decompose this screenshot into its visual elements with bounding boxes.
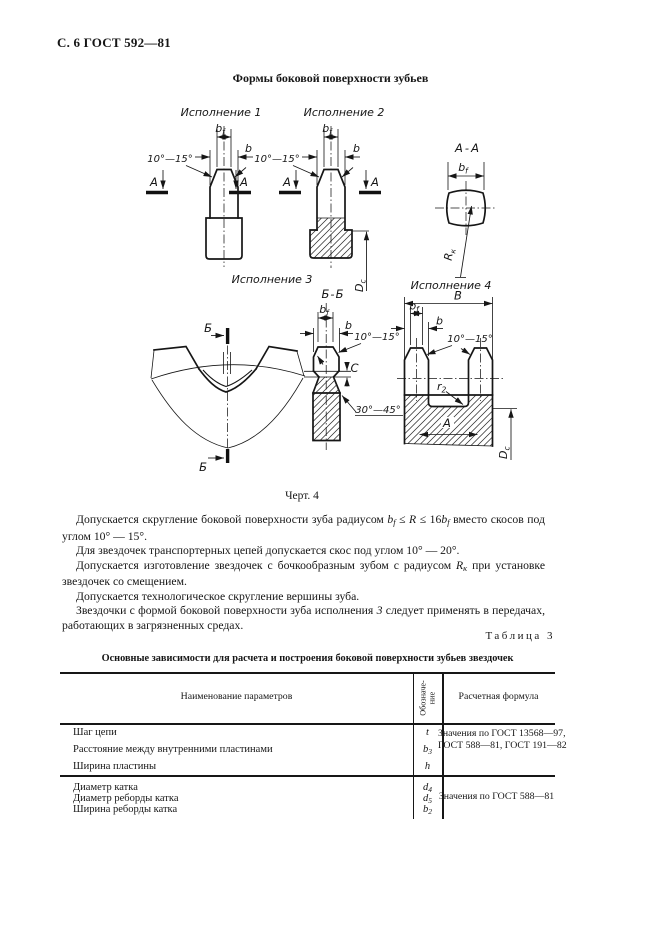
section-view-bb: [300, 303, 403, 450]
dim-bf-label: $b_f$: [215, 122, 225, 137]
document-title: Формы боковой поверхности зубьев: [232, 71, 429, 85]
section-bb-label: Б-Б: [321, 287, 345, 301]
section-letter-a: А: [240, 175, 248, 189]
table: [60, 672, 567, 820]
paragraph: Звездочки с формой боковой поверхности зуба исполнения 3 следует применять в передачах, работающих в загрязненных средах.: [62, 604, 545, 632]
section-letter-b: Б: [199, 460, 207, 474]
dim-b-label: b: [436, 314, 443, 328]
figure-drawing: [0, 95, 661, 495]
paragraph: Допускается технологическое скругление вершины зуба.: [76, 589, 360, 603]
dim-r2-label: $r_2$: [437, 380, 447, 395]
dim-c-label: С: [350, 361, 359, 375]
angle-label: 10°—15°: [447, 334, 493, 345]
table-row-symbol: h: [424, 761, 431, 772]
table-row-name: Диаметр реборды катка: [73, 793, 179, 804]
table-row-name: Ширина пластины: [73, 761, 157, 772]
table-formula-cell: Значения по ГОСТ 13568—97, ГОСТ 588—81, ГОСТ 191—82: [438, 728, 567, 751]
dim-b-label: b: [245, 142, 252, 155]
table-caption: Основные зависимости для расчета и построения боковой поверхности зубьев звездочек: [101, 653, 514, 664]
dim-b-label: b: [345, 319, 352, 332]
dim-rk-label: $R_к$: [441, 248, 458, 262]
section-letter-a: А: [283, 175, 291, 189]
table-formula-cell: Значения по ГОСТ 588—81: [438, 791, 555, 802]
angle-root-label: 30°—45°: [355, 405, 401, 416]
table-row-symbol: b3: [423, 744, 432, 756]
table-rule-top: [60, 672, 555, 674]
dim-bf-label: $b_f$: [458, 161, 468, 176]
section-letter-a: А: [371, 175, 379, 189]
table-row-name: Расстояние между внутренними пластинами: [73, 744, 273, 755]
angle-label: 10°—15°: [254, 154, 300, 165]
exec4-label: Исполнение 4: [410, 279, 492, 292]
table-row-symbol: d4: [423, 782, 432, 794]
dim-bf-label: $b_f$: [409, 299, 419, 314]
dim-bf-label: $b_f$: [319, 303, 329, 318]
column-header-designation: Обозначе-ние: [417, 679, 436, 716]
section-letter-b: Б: [204, 321, 212, 335]
dim-b-label: b: [353, 142, 360, 155]
table-rule-header: [60, 723, 555, 725]
paragraph: Допускается скругление боковой поверхности зуба радиусом bf ≤ R ≤ 16bf вместо скосов под углом 10° — 15°.: [62, 513, 545, 543]
table-label: Таблица 3: [485, 630, 555, 642]
body-paragraphs: [62, 513, 545, 633]
paragraph: Допускается изготовление звездочек с бочкообразным зубом с радиусом Rк при установке звездочек со смещением.: [62, 558, 546, 589]
dim-dc-label: $D_c$: [353, 279, 368, 292]
table-row-symbol: b2: [423, 804, 432, 816]
figure-caption: Черт. 4: [285, 490, 319, 502]
table-row-name: Ширина реборды катка: [73, 804, 178, 815]
drawing-exec1: [146, 106, 261, 267]
table-row-symbol: d5: [423, 793, 432, 805]
exec1-label: Исполнение 1: [180, 106, 262, 119]
drawing-exec2: [254, 106, 384, 292]
page-header: С. 6 ГОСТ 592—81: [57, 35, 171, 50]
section-letter-a: А: [150, 175, 158, 189]
exec2-label: Исполнение 2: [303, 106, 385, 119]
angle-label: 10°—15°: [147, 154, 193, 165]
column-header-formula: Расчетная формула: [458, 691, 539, 702]
table-rule-group: [60, 775, 555, 777]
table-row-name: Диаметр катка: [73, 782, 138, 793]
column-header-parameters: Наименование параметров: [180, 691, 293, 702]
dim-a-groove-label: А: [443, 416, 451, 430]
angle-label: 10°—15°: [354, 332, 400, 343]
dim-dc-label: $D_c$: [497, 446, 512, 459]
table-row-name: Шаг цепи: [73, 727, 117, 738]
drawing-exec4: [391, 279, 517, 460]
section-view-aa: [435, 141, 497, 278]
section-aa-label: А-А: [455, 141, 481, 155]
paragraph: Для звездочек транспортерных цепей допускается скос под углом 10° — 20°.: [76, 544, 460, 558]
table-row-symbol: t: [426, 727, 429, 738]
dim-bf-label: $b_f$: [322, 122, 332, 137]
exec3-label: Исполнение 3: [231, 273, 313, 286]
dim-B-label: В: [454, 288, 462, 303]
